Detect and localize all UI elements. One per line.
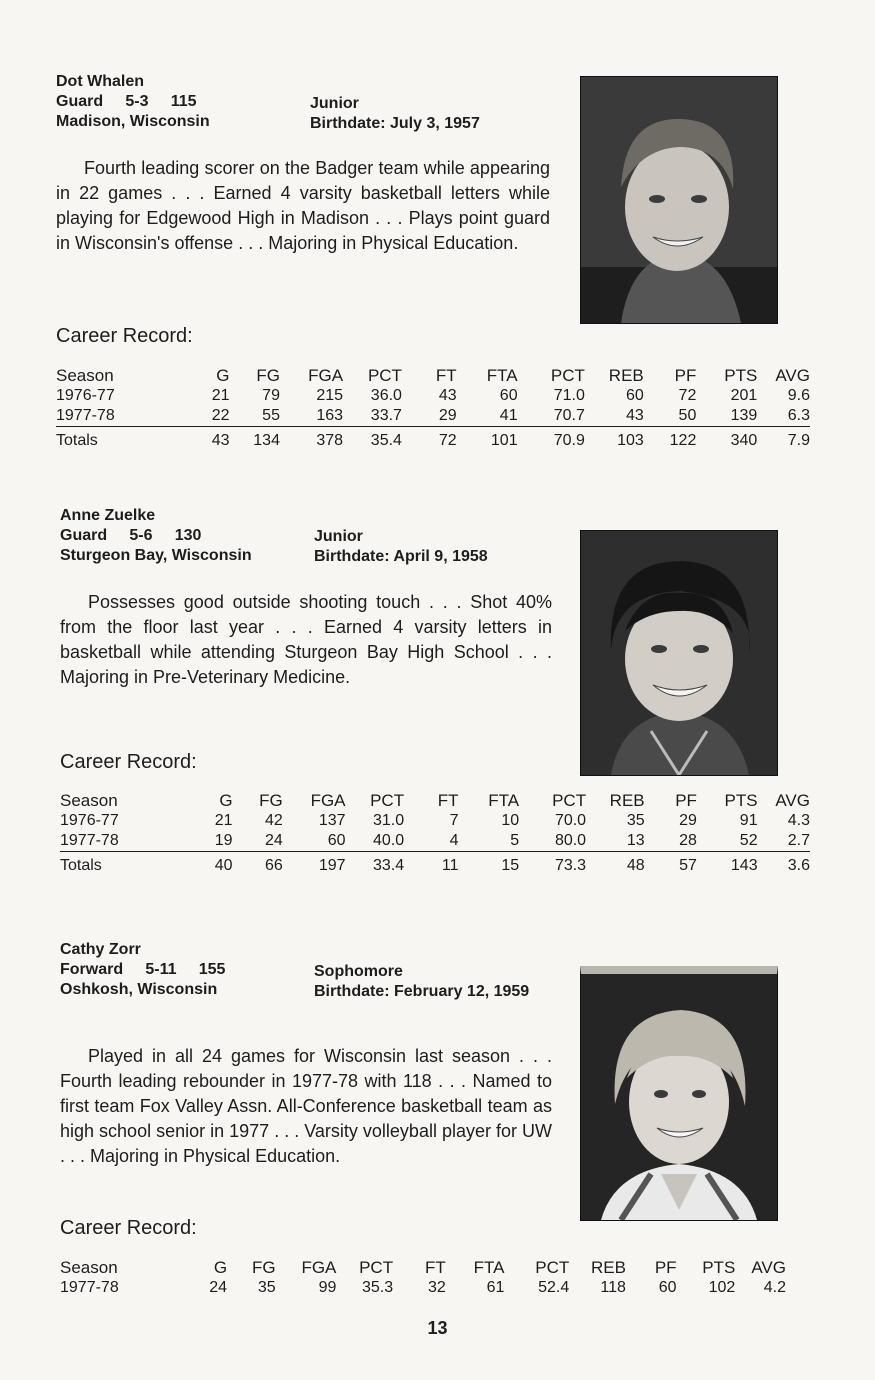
stat-cell: 103 — [617, 432, 644, 449]
stat-header-cell: PCT — [370, 791, 405, 810]
portrait-image — [581, 531, 777, 775]
career-stats-table — [60, 791, 810, 876]
stat-cell: 197 — [318, 857, 346, 874]
stat-cell: 33.7 — [343, 406, 402, 427]
stat-cell: 43 — [438, 387, 457, 404]
stats-totals-row — [56, 427, 810, 452]
stat-header-cell: FTA — [473, 1258, 505, 1277]
stat-cell: 91 — [739, 812, 758, 829]
stat-header-cell: AVG — [751, 1258, 786, 1277]
stat-cell: 70.7 — [518, 406, 585, 427]
stat-cell: 66 — [264, 857, 283, 874]
player-position-line: Guard 5-6 130 — [60, 527, 202, 544]
stat-cell: 40.0 — [346, 831, 405, 852]
stat-header-cell: FT — [424, 1258, 446, 1277]
stat-header-cell: FG — [252, 1258, 276, 1277]
stats-season-row — [60, 1278, 786, 1298]
stat-header-cell: G — [216, 366, 230, 385]
stat-header-cell: FTA — [486, 366, 518, 385]
player-birthdate: Birthdate: July 3, 1957 — [310, 115, 480, 132]
stats-season-row — [56, 386, 810, 406]
stat-cell: 201 — [730, 387, 758, 404]
stat-cell: 118 — [600, 1279, 626, 1296]
player-photo — [580, 966, 778, 1221]
stat-header-cell: Season — [60, 791, 118, 810]
career-stats-table — [60, 1258, 786, 1298]
stats-header-row — [60, 791, 810, 811]
player-birthdate: Birthdate: April 9, 1958 — [314, 548, 488, 565]
player-class: Sophomore — [314, 963, 403, 980]
stat-header-cell: Season — [60, 1258, 118, 1277]
stat-cell: 340 — [730, 432, 758, 449]
stat-cell: 72 — [438, 432, 457, 449]
stat-header-cell: FGA — [308, 366, 344, 385]
stat-cell: 43 — [211, 432, 230, 449]
stat-header-cell: AVG — [775, 791, 810, 810]
player-class: Junior — [314, 528, 363, 545]
stat-cell: 2.7 — [758, 831, 810, 852]
stat-header-cell: Season — [56, 366, 114, 385]
stat-header-cell: REB — [608, 366, 644, 385]
stat-cell: 122 — [669, 432, 697, 449]
stat-cell: 29 — [402, 406, 457, 427]
player-header — [60, 506, 252, 566]
stats-header-row — [60, 1258, 786, 1278]
player-name: Cathy Zorr — [60, 941, 141, 958]
career-stats-table — [56, 366, 810, 451]
stat-cell: 43 — [585, 406, 644, 427]
stat-cell: 4.2 — [763, 1279, 786, 1296]
portrait-image — [581, 974, 777, 1220]
stat-header-cell: G — [219, 791, 233, 810]
portrait-image — [581, 77, 777, 323]
stat-cell: 101 — [490, 432, 518, 449]
stat-cell: 1976-77 — [56, 387, 115, 404]
stat-cell: 35.4 — [370, 432, 402, 449]
stat-cell: 6.3 — [757, 406, 810, 427]
stats-season-row — [60, 811, 810, 831]
stat-cell: 378 — [316, 432, 344, 449]
stat-header-cell: REB — [590, 1258, 626, 1277]
stat-header-cell: PCT — [359, 1258, 394, 1277]
stat-cell: 70.0 — [554, 812, 587, 829]
stat-cell: 73.3 — [554, 857, 587, 874]
stat-cell: 72 — [678, 387, 697, 404]
stat-header-cell: PF — [675, 791, 697, 810]
stat-header-cell: AVG — [775, 366, 810, 385]
stat-cell: 13 — [586, 831, 645, 852]
player-photo — [580, 530, 778, 776]
stat-cell: 31.0 — [372, 812, 405, 829]
stat-cell: 60 — [283, 831, 346, 852]
stat-cell: 1977-78 — [60, 1279, 119, 1296]
player-bio: Fourth leading scorer on the Badger team while appearing in 22 games . . . Earned 4 varsity basketball letters while playing for Edgewood High in Madison . . . Plays point guard in Wisconsin's offense . . . Majoring in Physical Education. — [56, 158, 550, 253]
stat-cell: 139 — [696, 406, 757, 427]
player-photo — [580, 76, 778, 324]
stat-header-cell: PF — [654, 1258, 677, 1277]
player-header — [60, 940, 225, 1000]
stat-cell: 215 — [316, 387, 344, 404]
stat-header-cell: FG — [256, 366, 280, 385]
stat-cell: 35 — [626, 812, 645, 829]
stat-cell: 1977-78 — [60, 831, 186, 852]
page-number: 13 — [427, 1318, 448, 1338]
stat-cell: 61 — [486, 1279, 505, 1296]
stat-cell: 60 — [658, 1279, 677, 1296]
player-position-line: Guard 5-3 115 — [56, 93, 197, 110]
stat-header-cell: FGA — [301, 1258, 337, 1277]
career-record-label: Career Record: — [56, 325, 193, 347]
stat-cell: 41 — [457, 406, 518, 427]
player-class: Junior — [310, 95, 359, 112]
stat-header-cell: PTS — [702, 1258, 736, 1277]
stats-season-row — [56, 406, 810, 427]
stat-cell: 70.9 — [553, 432, 585, 449]
stat-cell: 21 — [214, 812, 233, 829]
stat-cell: 7 — [449, 812, 459, 829]
stat-cell: 29 — [679, 812, 697, 829]
player-name: Anne Zuelke — [60, 507, 156, 524]
stat-cell: 57 — [679, 857, 697, 874]
stat-cell: 28 — [645, 831, 697, 852]
stat-cell: 71.0 — [553, 387, 585, 404]
stat-cell: 1977-78 — [56, 406, 182, 427]
stat-cell: 36.0 — [370, 387, 402, 404]
stat-cell: 137 — [318, 812, 346, 829]
stat-cell: 35 — [257, 1279, 276, 1296]
stat-cell: 19 — [186, 831, 233, 852]
career-record-label: Career Record: — [60, 751, 197, 773]
stat-cell: 32 — [427, 1279, 446, 1296]
stat-cell: 15 — [501, 857, 520, 874]
stat-cell: 7.9 — [787, 432, 810, 449]
stat-cell: 48 — [626, 857, 645, 874]
stat-cell: 11 — [441, 857, 459, 874]
player-position-line: Forward 5-11 155 — [60, 961, 226, 978]
stat-cell: 21 — [211, 387, 230, 404]
player-hometown: Madison, Wisconsin — [56, 113, 210, 130]
stat-cell: 134 — [253, 432, 280, 449]
stat-cell: 24 — [233, 831, 283, 852]
player-class-block — [310, 94, 480, 134]
stat-cell: 9.6 — [787, 387, 810, 404]
player-bio: Possesses good outside shooting touch . . . Shot 40% from the floor last year . . . Earned 4 varsity letters in basketball while attending Sturgeon Bay High School . . . Majoring in Pre-Veterinary Medicine. — [60, 592, 552, 687]
stat-header-cell: PF — [674, 366, 697, 385]
player-class-block — [314, 527, 488, 567]
stat-header-cell: PCT — [535, 1258, 570, 1277]
stat-cell: 33.4 — [372, 857, 405, 874]
player-class-block — [314, 962, 534, 1002]
stat-header-cell: PCT — [552, 791, 587, 810]
stat-cell: 24 — [209, 1279, 228, 1296]
stat-header-cell: PCT — [367, 366, 402, 385]
stat-cell: 4.3 — [787, 812, 810, 829]
stat-header-cell: FG — [259, 791, 283, 810]
stat-header-cell: REB — [609, 791, 645, 810]
stat-cell: 163 — [280, 406, 343, 427]
stat-header-cell: FT — [437, 791, 459, 810]
stat-cell: 5 — [458, 831, 519, 852]
stat-cell: 22 — [182, 406, 229, 427]
stat-header-cell: FTA — [488, 791, 520, 810]
stat-cell: 50 — [644, 406, 697, 427]
stat-cell: 52 — [697, 831, 758, 852]
stats-header-row — [56, 366, 810, 386]
stat-cell: 52.4 — [538, 1279, 570, 1296]
career-record-label: Career Record: — [60, 1217, 197, 1239]
stat-cell: 3.6 — [787, 857, 810, 874]
stat-cell: 40 — [214, 857, 233, 874]
stat-header-cell: G — [213, 1258, 228, 1277]
stat-cell: 42 — [264, 812, 283, 829]
stat-header-cell: PCT — [550, 366, 585, 385]
stat-header-cell: PTS — [724, 791, 758, 810]
player-header — [56, 72, 210, 132]
stat-cell: 35.3 — [361, 1279, 394, 1296]
stat-header-cell: FGA — [310, 791, 346, 810]
stats-season-row — [60, 831, 810, 852]
stats-totals-row — [60, 852, 810, 877]
stat-cell: 99 — [318, 1279, 337, 1296]
player-birthdate: Birthdate: February 12, 1959 — [314, 983, 530, 1000]
stat-cell: Totals — [60, 857, 102, 874]
stat-cell: 143 — [730, 857, 758, 874]
stat-cell: 60 — [625, 387, 644, 404]
player-bio: Played in all 24 games for Wisconsin last season . . . Fourth leading rebounder in 1977-78 with 118 . . . Named to first team Fox Valley Assn. All-Conference basketball team as high school senior in 1977 . . . Varsity volleyball player for UW . . . Majoring in Physical Education. — [60, 1046, 552, 1166]
stat-cell: 102 — [708, 1279, 736, 1296]
stat-cell: 4 — [404, 831, 458, 852]
stat-cell: 79 — [262, 387, 280, 404]
stat-cell: 10 — [501, 812, 520, 829]
stat-header-cell: PTS — [724, 366, 758, 385]
stat-cell: 60 — [499, 387, 518, 404]
stat-cell: 1976-77 — [60, 812, 119, 829]
stat-header-cell: FT — [435, 366, 457, 385]
player-name: Dot Whalen — [56, 73, 144, 90]
stat-cell: Totals — [56, 432, 98, 449]
player-hometown: Sturgeon Bay, Wisconsin — [60, 547, 252, 564]
player-hometown: Oshkosh, Wisconsin — [60, 981, 218, 998]
stat-cell: 55 — [230, 406, 280, 427]
stat-cell: 80.0 — [519, 831, 586, 852]
